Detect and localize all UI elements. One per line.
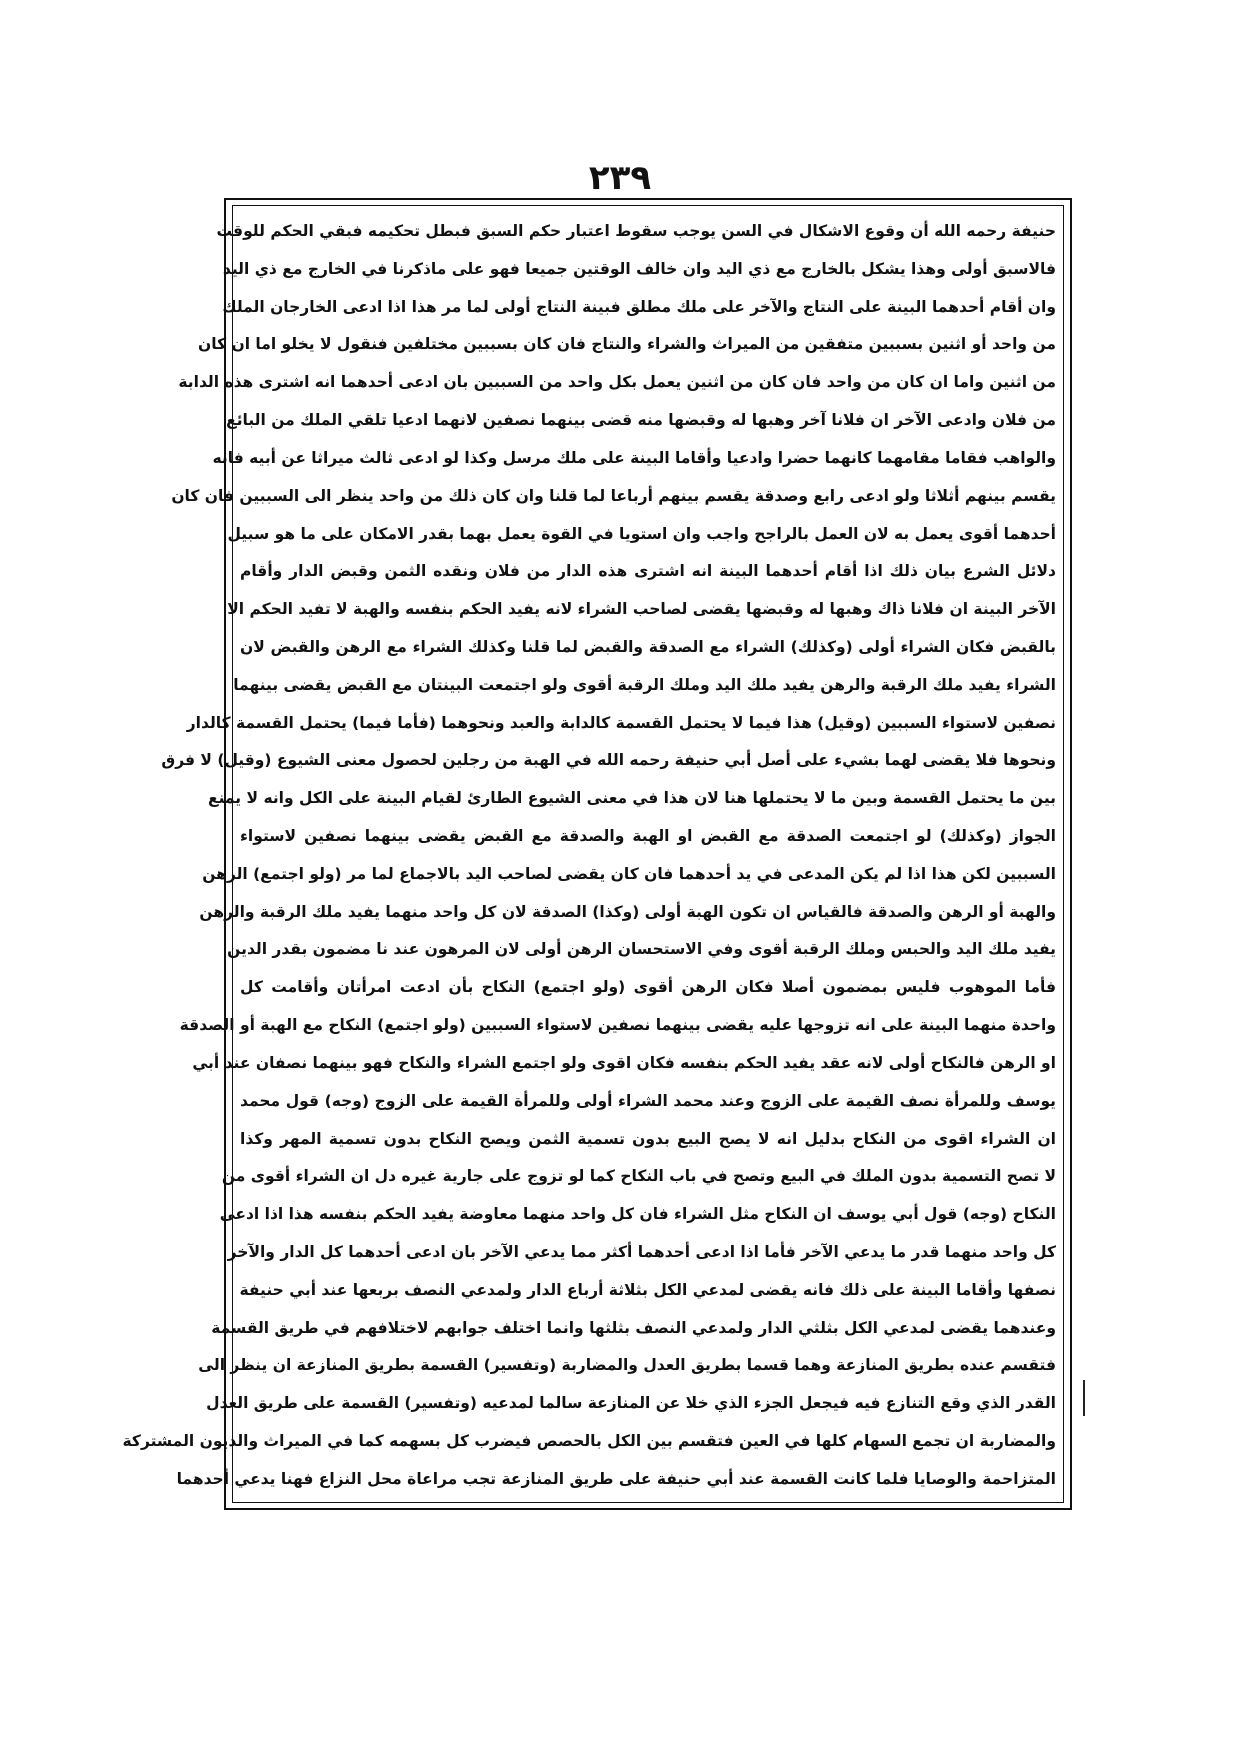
text-line: فالاسبق أولى وهذا يشكل بالخارج مع ذي اليد وان خالف الوقتين جميعا فهو على ماذكرنا في الخارج مع ذي اليد (222, 259, 1056, 278)
margin-mark (1083, 1380, 1085, 1416)
text-line: نصفين لاستواء السببين (وقيل) هذا فيما لا يحتمل القسمة كالدابة والعبد ونحوهما (فأما فيما) يحتمل القسمة كالدار (186, 713, 1056, 732)
text-line: المتزاحمة والوصايا فلما كانت القسمة عند أبي حنيفة على طريق المنازعة تجب مراعاة محل النزاع فهنا يدعي أحدهما (176, 1469, 1056, 1488)
text-line: من واحد أو اثنين بسببين متفقين من الميراث والشراء والنتاج فان كان بسببين مختلفين فنقول لا يخلو اما ان كان (198, 335, 1056, 354)
text-line: والهبة أو الرهن والصدقة فالقياس ان تكون الهبة أولى (وكذا) الصدقة لان كل واحد منهما يفيد ملك الرقبة والرهن (199, 902, 1056, 921)
text-line: كل واحد منهما قدر ما يدعي الآخر فأما اذا ادعى أحدهما أكثر مما يدعي الآخر بان ادعى أحدهما كل الدار والآخر (227, 1242, 1056, 1261)
text-line: النكاح (وجه) قول أبي يوسف ان النكاح مثل الشراء فان كل واحد منهما معاوضة يفيد الحكم بنفسه هذا اذا ادعى (219, 1205, 1056, 1224)
text-line: والواهب فقاما مقامهما كانهما حضرا وادعيا وأقاما البينة على ملك مرسل وكذا لو ادعى ثالث ميراثا عن أبيه فانه (212, 448, 1056, 467)
text-line: يوسف وللمرأة نصف القيمة على الزوج وعند محمد الشراء أولى وللمرأة القيمة على الزوج (وجه) قول محمد (240, 1091, 1056, 1110)
text-line: الشراء يفيد ملك الرقبة والرهن يفيد ملك اليد وملك الرقبة أقوى ولو اجتمعت البينتان مع القبض يقضى بينهما (233, 675, 1056, 694)
text-line: القدر الذي وقع التنازع فيه فيجعل الجزء الذي خلا عن المنازعة سالما لمدعيه (وتفسير) القسمة على طريق العدل (206, 1394, 1056, 1413)
text-line: والمضاربة ان تجمع السهام كلها في العين فتقسم بين الكل بالحصص فيضرب كل بسهمه كما في الميراث والديون المشتركة (122, 1432, 1056, 1450)
text-line: فأما الموهوب فليس بمضمون أصلا فكان الرهن أقوى (ولو اجتمع) النكاح بأن ادعت امرأتان وأقامت كل (240, 978, 1056, 997)
body-text (122, 213, 1056, 1497)
text-line: او الرهن فالنكاح أولى لانه عقد يفيد الحكم بنفسه فكان اقوى ولو اجتمع الشراء والنكاح فهو بينهما نصفان عند أبي (192, 1053, 1056, 1072)
text-line: لا تصح التسمية بدون الملك في البيع وتصح في باب النكاح كما لو تزوج على جارية غيره دل ان الشراء أقوى من (221, 1167, 1056, 1186)
text-line: الجواز (وكذلك) لو اجتمعت الصدقة مع القبض او الهبة والصدقة مع القبض يقضى بينهما نصفين لاستواء (240, 827, 1056, 845)
text-line: يفيد ملك اليد والحبس وملك الرقبة أقوى وفي الاستحسان الرهن أولى لان المرهون عند نا مضمون بقدر الدين (227, 940, 1056, 959)
text-line: أحدهما أقوى يعمل به لان العمل بالراجح واجب وان استويا في القوة يعمل بهما بقدر الامكان على ما هو سبيل (227, 524, 1056, 543)
text-line: وعندهما يقضى لمدعي الكل بثلثي الدار ولمدعي النصف بثلثها وانما اختلف جوابهم لاختلافهم في طريق القسمة (211, 1318, 1056, 1337)
text-line: يقسم بينهم أثلاثا ولو ادعى رابع وصدقة يقسم بينهم أرباعا لما قلنا وان كان ذلك من واحد ينظر الى السببين فان كان (171, 486, 1056, 505)
text-line: حنيفة رحمه الله أن وقوع الاشكال في السن يوجب سقوط اعتبار حكم السبق فبطل تحكيمه فبقي الحكم للوقت (216, 222, 1056, 240)
text-line: دلائل الشرع بيان ذلك اذا أقام أحدهما البينة انه اشترى هذه الدار من فلان ونقده الثمن وقبض الدار وأقام (240, 562, 1056, 581)
text-line: بالقبض فكان الشراء أولى (وكذلك) الشراء مع الصدقة والقبض لما قلنا وكذلك الشراء مع الرهن والقبض لان (240, 637, 1056, 656)
text-line: ونحوها فلا يقضى لهما بشيء على أصل أبي حنيفة رحمه الله في الهبة من رجلين لحصول معنى الشيوع (وقيل) لا فرق (161, 751, 1056, 770)
text-line: نصفها وأقاما البينة على ذلك فانه يقضى لمدعي الكل بثلاثة أرباع الدار ولمدعي النصف بربعها عند أبي حنيفة (239, 1280, 1056, 1299)
text-line: الآخر البينة ان فلانا ذاك وهبها له وقبضها يقضى لصاحب الشراء لانه يفيد الحكم بنفسه والهبة لا تفيد الحكم الا (227, 600, 1056, 619)
text-line: وان أقام أحدهما البينة على النتاج والآخر على ملك مطلق فبينة النتاج أولى لما مر هذا اذا ادعى الخارجان الملك (222, 297, 1056, 316)
text-line: السببين لكن هذا اذا لم يكن المدعى في يد أحدهما فان كان يقضى لصاحب اليد بالاجماع لما مر (ولو اجتمع) الرهن (202, 864, 1056, 883)
text-line: واحدة منهما البينة على انه تزوجها عليه يقضى بينهما نصفين لاستواء السببين (ولو اجتمع) النكاح مع الهبة أو الصدقة (179, 1016, 1056, 1035)
text-line: من فلان وادعى الآخر ان فلانا آخر وهبها له وقبضها منه قضى بينهما نصفين لانهما ادعيا تلقي الملك من البائع (226, 411, 1056, 430)
text-line: بين ما يحتمل القسمة وبين ما لا يحتملها هنا لان هذا في معنى الشيوع الطارئ لقيام البينة على الكل وانه لا يمنع (207, 789, 1056, 808)
text-line: فتقسم عنده بطريق المنازعة وهما قسما بطريق العدل والمضاربة (وتفسير) القسمة بطريق المنازعة ان ينظر الى (198, 1356, 1056, 1375)
text-line: من اثنين واما ان كان من واحد فان كان من اثنين يعمل بكل واحد من السببين بان ادعى أحدهما انه اشترى هذه الدابة (178, 373, 1056, 392)
page-number: ۲۳۹ (588, 158, 652, 198)
text-line: ان الشراء اقوى من النكاح بدليل انه لا يصح البيع بدون تسمية الثمن ويصح النكاح بدون تسمية المهر وكذا (240, 1129, 1056, 1148)
